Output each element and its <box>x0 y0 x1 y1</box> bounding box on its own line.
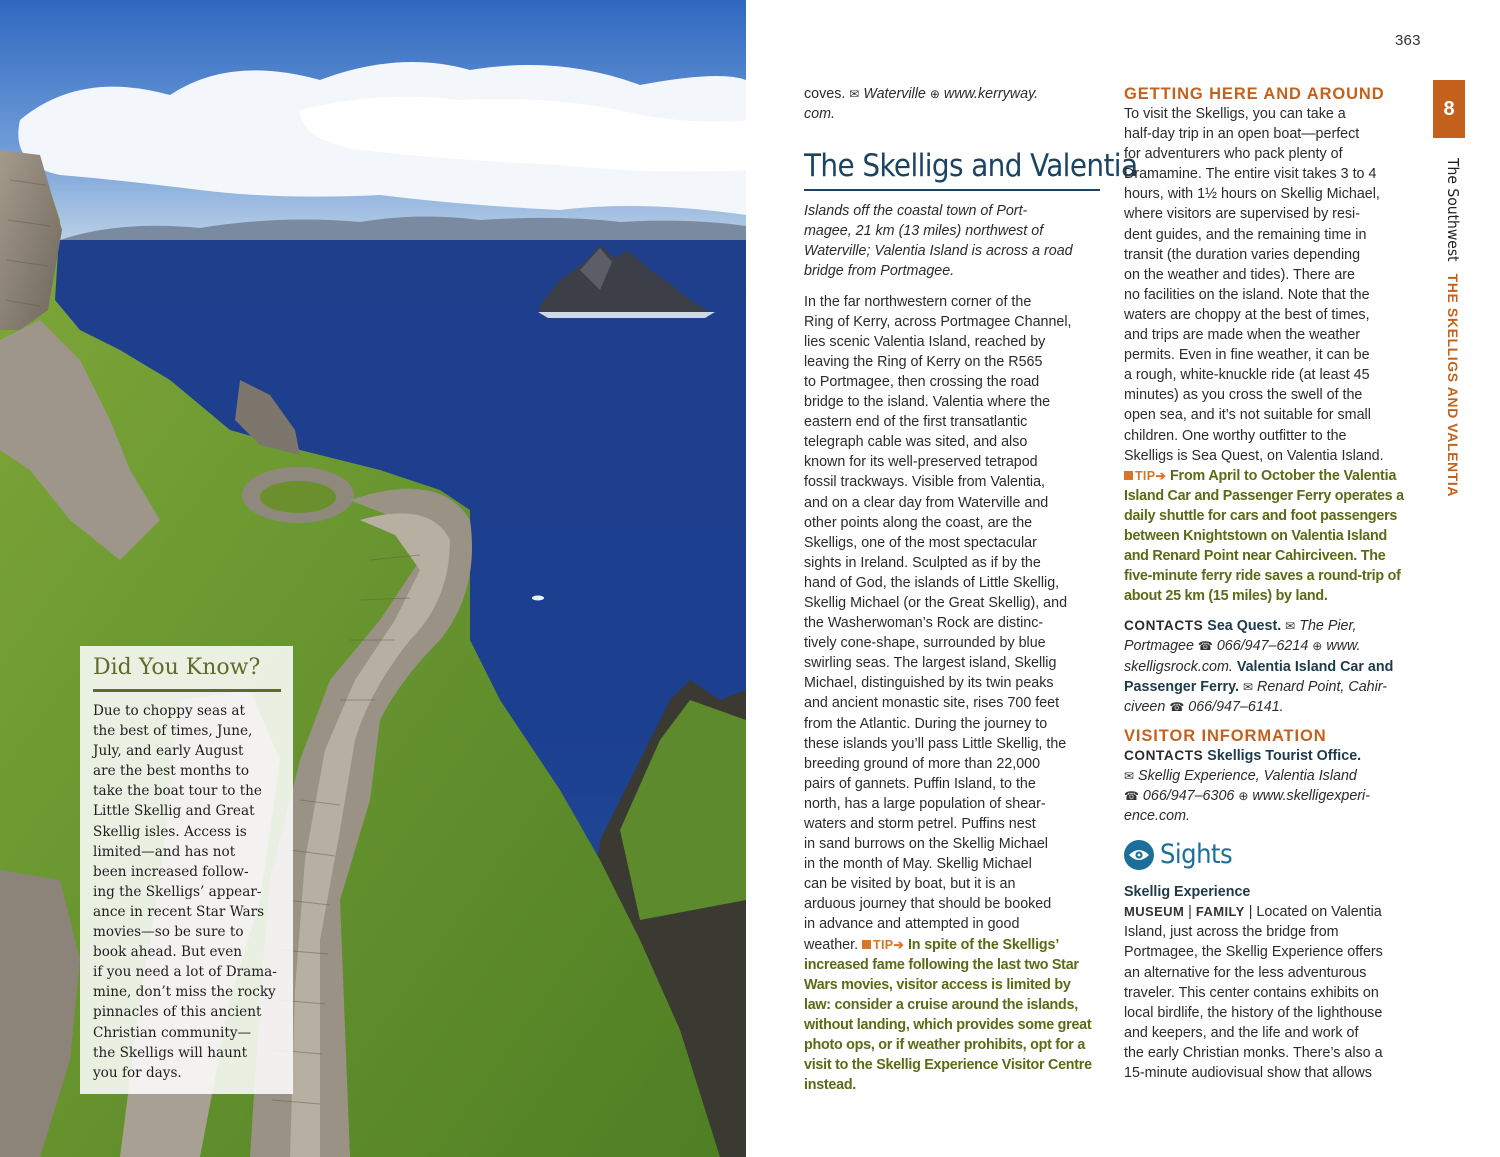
contacts-line-2 <box>1124 636 1420 656</box>
intro-line: Islands off the coastal town of Port- <box>804 203 1028 220</box>
body-line: eastern end of the first transatlantic <box>804 414 1028 431</box>
envelope-icon: ✉ <box>849 87 860 101</box>
text-fragment: weather. <box>804 936 863 953</box>
body-line: and on a clear day from Waterville and <box>804 494 1049 511</box>
body-line: open sea, and it’s not suitable for small <box>1124 407 1371 424</box>
section-title-rule <box>804 189 1100 191</box>
dyk-line: the Skelligs will haunt <box>93 1044 248 1061</box>
body-line: leaving the Ring of Kerry on the R565 <box>804 353 1043 370</box>
tip-first-line <box>804 935 1102 955</box>
body-line: traveler. This center contains exhibits on <box>1124 984 1379 1001</box>
body-line: no facilities on the island. Note that the <box>1124 286 1370 303</box>
chapter-number: 8 <box>1443 97 1455 120</box>
tip-line: Island Car and Passenger Ferry operates a <box>1124 487 1404 504</box>
body-line: and keepers, and the life and work of <box>1124 1024 1359 1041</box>
body-line: on the weather and tides). There are <box>1124 266 1356 283</box>
body-line: hours, with 1½ hours on Skellig Michael, <box>1124 186 1380 203</box>
envelope-icon: ✉ <box>1242 679 1254 694</box>
address-text: The Pier, <box>1295 618 1357 635</box>
body-line: from the Atlantic. During the journey to <box>804 715 1048 732</box>
contacts-line-4 <box>1124 677 1420 697</box>
visitor-url-line[interactable]: ence.com. <box>1124 808 1190 825</box>
tip-text: From April to October the Valentia <box>1166 467 1397 484</box>
visitor-info-heading: VISITOR INFORMATION <box>1124 726 1327 745</box>
url-text[interactable]: www. <box>1322 638 1361 655</box>
tip-line: and Renard Point near Cahirciveen. The <box>1124 548 1386 565</box>
intro-line: Waterville; Valentia Island is across a road <box>804 243 1073 260</box>
col1-top-line <box>804 84 1102 104</box>
url-text[interactable]: skelligsrock.com. <box>1124 658 1233 675</box>
body-line: for adventurers who pack plenty of <box>1124 146 1343 163</box>
body-line: lies scenic Valentia Island, reached by <box>804 333 1046 350</box>
tip-line: visit to the Skellig Experience Visitor Centre <box>804 1057 1092 1074</box>
dyk-line: Christian community— <box>93 1024 252 1041</box>
dyk-line: ing the Skelligs’ appear- <box>93 883 262 900</box>
body-line: waters are choppy at the best of times, <box>1124 306 1370 323</box>
dyk-line: you for days. <box>93 1064 182 1081</box>
sights-title: Sights <box>1160 839 1233 871</box>
body-line: Michael, distinguished by its twin peaks <box>804 675 1054 692</box>
globe-icon: ⊕ <box>929 87 940 101</box>
body-line: arduous journey that should be booked <box>804 896 1052 913</box>
sight-category: MUSEUM <box>1124 904 1185 920</box>
intro-line: magee, 21 km (13 miles) northwest of <box>804 223 1044 240</box>
body-line: Skelligs is Sea Quest, on Valentia Island. <box>1124 447 1384 464</box>
body-line: the early Christian monks. There’s also a <box>1124 1044 1383 1061</box>
dyk-line: take the boat tour to the <box>93 783 262 800</box>
tip-marker-icon <box>1124 471 1133 480</box>
tip-line: without landing, which provides some great <box>804 1016 1092 1033</box>
body-line: sights in Ireland. Sculpted as if by the <box>804 554 1041 571</box>
phone-icon: ☎ <box>1124 789 1139 803</box>
tip-line: five-minute ferry ride saves a round-trip of <box>1124 568 1401 585</box>
body-line: Portmagee, the Skellig Experience offers <box>1124 944 1383 961</box>
dyk-line: been increased follow- <box>93 863 249 880</box>
address-text: Waterville <box>863 86 930 102</box>
phone-icon: ☎ <box>1169 699 1185 714</box>
dyk-line: Skellig isles. Access is <box>93 823 247 840</box>
tip-label: TIP➔ <box>873 937 905 952</box>
contact-name: Passenger Ferry. <box>1124 678 1239 695</box>
body-line: swirling seas. The largest island, Skellig <box>804 655 1057 672</box>
contact-name: Valentia Island Car and <box>1232 658 1394 675</box>
body-line: north, has a large population of shear- <box>804 795 1046 812</box>
getting-here-heading: GETTING HERE AND AROUND <box>1124 85 1385 103</box>
dyk-line: book ahead. But even <box>93 944 243 961</box>
address-text: civeen <box>1124 698 1166 715</box>
body-line: fossil trackways. Visible from Valentia, <box>804 474 1046 491</box>
address-text: Renard Point, Cahir- <box>1253 678 1388 695</box>
body-line: a rough, white-knuckle ride (at least 45 <box>1124 367 1370 384</box>
contacts-line-5 <box>1124 697 1420 717</box>
dyk-line: the best of times, June, <box>93 723 253 740</box>
visitor-contacts-line <box>1124 746 1420 766</box>
tip-line: daily shuttle for cars and foot passengers <box>1124 507 1398 524</box>
col1-body <box>804 292 1102 1096</box>
body-line: known for its well-preserved tetrapod <box>804 454 1038 471</box>
text-column-2 <box>1124 84 1420 1083</box>
url-text[interactable]: www.skelligexperi- <box>1248 788 1370 804</box>
globe-icon: ⊕ <box>1312 639 1323 654</box>
body-line: In the far northwestern corner of the <box>804 293 1032 310</box>
body-line: an alternative for the less adventurous <box>1124 964 1367 981</box>
contacts-line-3 <box>1124 657 1420 677</box>
did-you-know-body <box>93 701 281 1083</box>
did-you-know-box <box>80 646 293 1094</box>
page-number: 363 <box>1395 32 1421 49</box>
body-line: permits. Even in fine weather, it can be <box>1124 347 1370 364</box>
dyk-line: limited—and has not <box>93 843 236 860</box>
body-line: breeding ground of more than 22,000 <box>804 755 1041 772</box>
url-text[interactable]: www.kerryway. <box>943 86 1039 102</box>
dyk-line: mine, don’t miss the rocky <box>93 984 276 1001</box>
sight-name: Skellig Experience <box>1124 884 1251 901</box>
phone-text: 066/947–6214 <box>1212 638 1309 655</box>
body-line: telegraph cable was sited, and also <box>804 434 1028 451</box>
body-line: To visit the Skelligs, you can take a <box>1124 106 1346 122</box>
body-line: in advance and attempted in good <box>804 916 1020 933</box>
body-line: local birdlife, the history of the lighthouse <box>1124 1004 1383 1021</box>
sights-heading <box>1124 836 1420 874</box>
body-line: where visitors are supervised by resi- <box>1124 206 1360 223</box>
body-line: and ancient monastic site, rises 700 feet <box>804 695 1060 712</box>
dyk-line: Due to choppy seas at <box>93 703 245 719</box>
body-line: in sand burrows on the Skellig Michael <box>804 836 1048 853</box>
tip-line: instead. <box>804 1077 857 1094</box>
envelope-icon: ✉ <box>1285 619 1296 634</box>
body-line: children. One worthy outfitter to the <box>1124 427 1347 444</box>
dyk-line: Little Skellig and Great <box>93 803 255 820</box>
tip-line: between Knightstown on Valentia Island <box>1124 527 1387 544</box>
sight-category: FAMILY <box>1195 904 1245 920</box>
visitor-address-line <box>1124 766 1420 786</box>
body-line: Island, just across the bridge from <box>1124 924 1339 941</box>
section-intro <box>804 201 1102 281</box>
address-text: Portmagee <box>1124 638 1194 655</box>
phone-icon: ☎ <box>1197 639 1213 654</box>
contact-name: Skelligs Tourist Office. <box>1203 747 1362 764</box>
dyk-line: are the best months to <box>93 763 250 780</box>
text-fragment: | Located on Valentia <box>1244 904 1382 921</box>
text-column-1 <box>804 84 1138 1095</box>
dyk-line: ance in recent Star Wars <box>93 903 265 920</box>
running-header-region: The Southwest <box>1444 158 1462 262</box>
body-line: waters and storm petrel. Puffins nest <box>804 816 1036 832</box>
body-line: can be visited by boat, but it is an <box>804 876 1016 893</box>
sight-category-line <box>1124 902 1420 922</box>
contacts-line-1 <box>1124 616 1420 636</box>
tip-text: In spite of the Skelligs’ <box>904 936 1060 953</box>
tip-line: Wars movies, visitor access is limited by <box>804 976 1071 993</box>
text-fragment: coves. <box>804 86 850 102</box>
tip-label: TIP➔ <box>1135 468 1167 483</box>
body-line: in the month of May. Skellig Michael <box>804 856 1032 873</box>
body-line: hand of God, the islands of Little Skellig, <box>804 574 1060 591</box>
running-header-section: THE SKELLIGS AND VALENTIA <box>1445 273 1461 498</box>
address-text: Skellig Experience, Valentia Island <box>1134 767 1357 784</box>
contact-name: Sea Quest. <box>1203 618 1282 635</box>
phone-text: 066/947–6141. <box>1184 698 1284 715</box>
col1-top-line-2: com. <box>804 106 835 123</box>
running-header-vertical <box>1442 158 1463 497</box>
body-line: the Washerwoman’s Rock are distinc- <box>804 615 1044 632</box>
dyk-line: movies—so be sure to <box>93 924 244 941</box>
dyk-line: July, and early August <box>93 743 244 760</box>
body-line: to Portmagee, then crossing the road <box>804 373 1040 390</box>
body-line: bridge to the island. Valentia where the <box>804 394 1051 411</box>
body-line: half-day trip in an open boat—perfect <box>1124 126 1360 143</box>
body-line: Skelligs, one of the most spectacular <box>804 534 1037 551</box>
contacts-label: CONTACTS <box>1124 747 1204 763</box>
body-line: Ring of Kerry, across Portmagee Channel, <box>804 313 1072 330</box>
tip-line: increased fame following the last two Star <box>804 956 1079 973</box>
skellig-photo <box>0 0 746 1157</box>
visitor-phone-line <box>1124 786 1420 806</box>
body-line: tively cone-shape, surrounded by blue <box>804 635 1046 652</box>
did-you-know-title: Did You Know? <box>93 655 261 680</box>
body-line: Skellig Michael (or the Great Skellig), and <box>804 594 1068 611</box>
tip-line: photo ops, or if weather prohibits, opt for a <box>804 1037 1086 1054</box>
body-line: these islands you’ll pass Little Skellig, the <box>804 735 1067 752</box>
phone-text: 066/947–6306 <box>1138 788 1235 804</box>
body-line: pairs of gannets. Puffin Island, to the <box>804 775 1036 792</box>
intro-line: bridge from Portmagee. <box>804 263 955 280</box>
body-line: and trips are made when the weather <box>1124 327 1361 344</box>
body-line: other points along the coast, are the <box>804 514 1033 531</box>
eye-icon-glyph <box>1128 848 1150 862</box>
body-line: dent guides, and the remaining time in <box>1124 226 1367 243</box>
dyk-line: if you need a lot of Drama- <box>93 964 277 981</box>
tip-marker-icon <box>862 940 871 949</box>
globe-icon: ⊕ <box>1238 789 1249 803</box>
tip-line: about 25 km (15 miles) by land. <box>1124 588 1328 605</box>
envelope-icon: ✉ <box>1124 768 1135 783</box>
eye-icon <box>1124 840 1154 870</box>
tip-line: law: consider a cruise around the islands, <box>804 996 1078 1013</box>
body-line: minutes) as you cross the swell of the <box>1124 387 1363 404</box>
spacer <box>1124 717 1420 726</box>
chapter-tab <box>1433 80 1465 138</box>
body-line: transit (the duration varies depending <box>1124 246 1361 263</box>
dyk-line: pinnacles of this ancient <box>93 1004 262 1021</box>
section-title: The Skelligs and Valentia <box>804 148 1138 185</box>
contacts-label: CONTACTS <box>1124 618 1204 634</box>
body-line: Dramamine. The entire visit takes 3 to 4 <box>1124 166 1377 183</box>
separator: | <box>1184 904 1196 921</box>
did-you-know-rule <box>93 689 281 692</box>
spacer <box>1124 606 1420 616</box>
tip-first-line <box>1124 466 1420 486</box>
body-line: 15-minute audiovisual show that allows <box>1124 1065 1372 1082</box>
